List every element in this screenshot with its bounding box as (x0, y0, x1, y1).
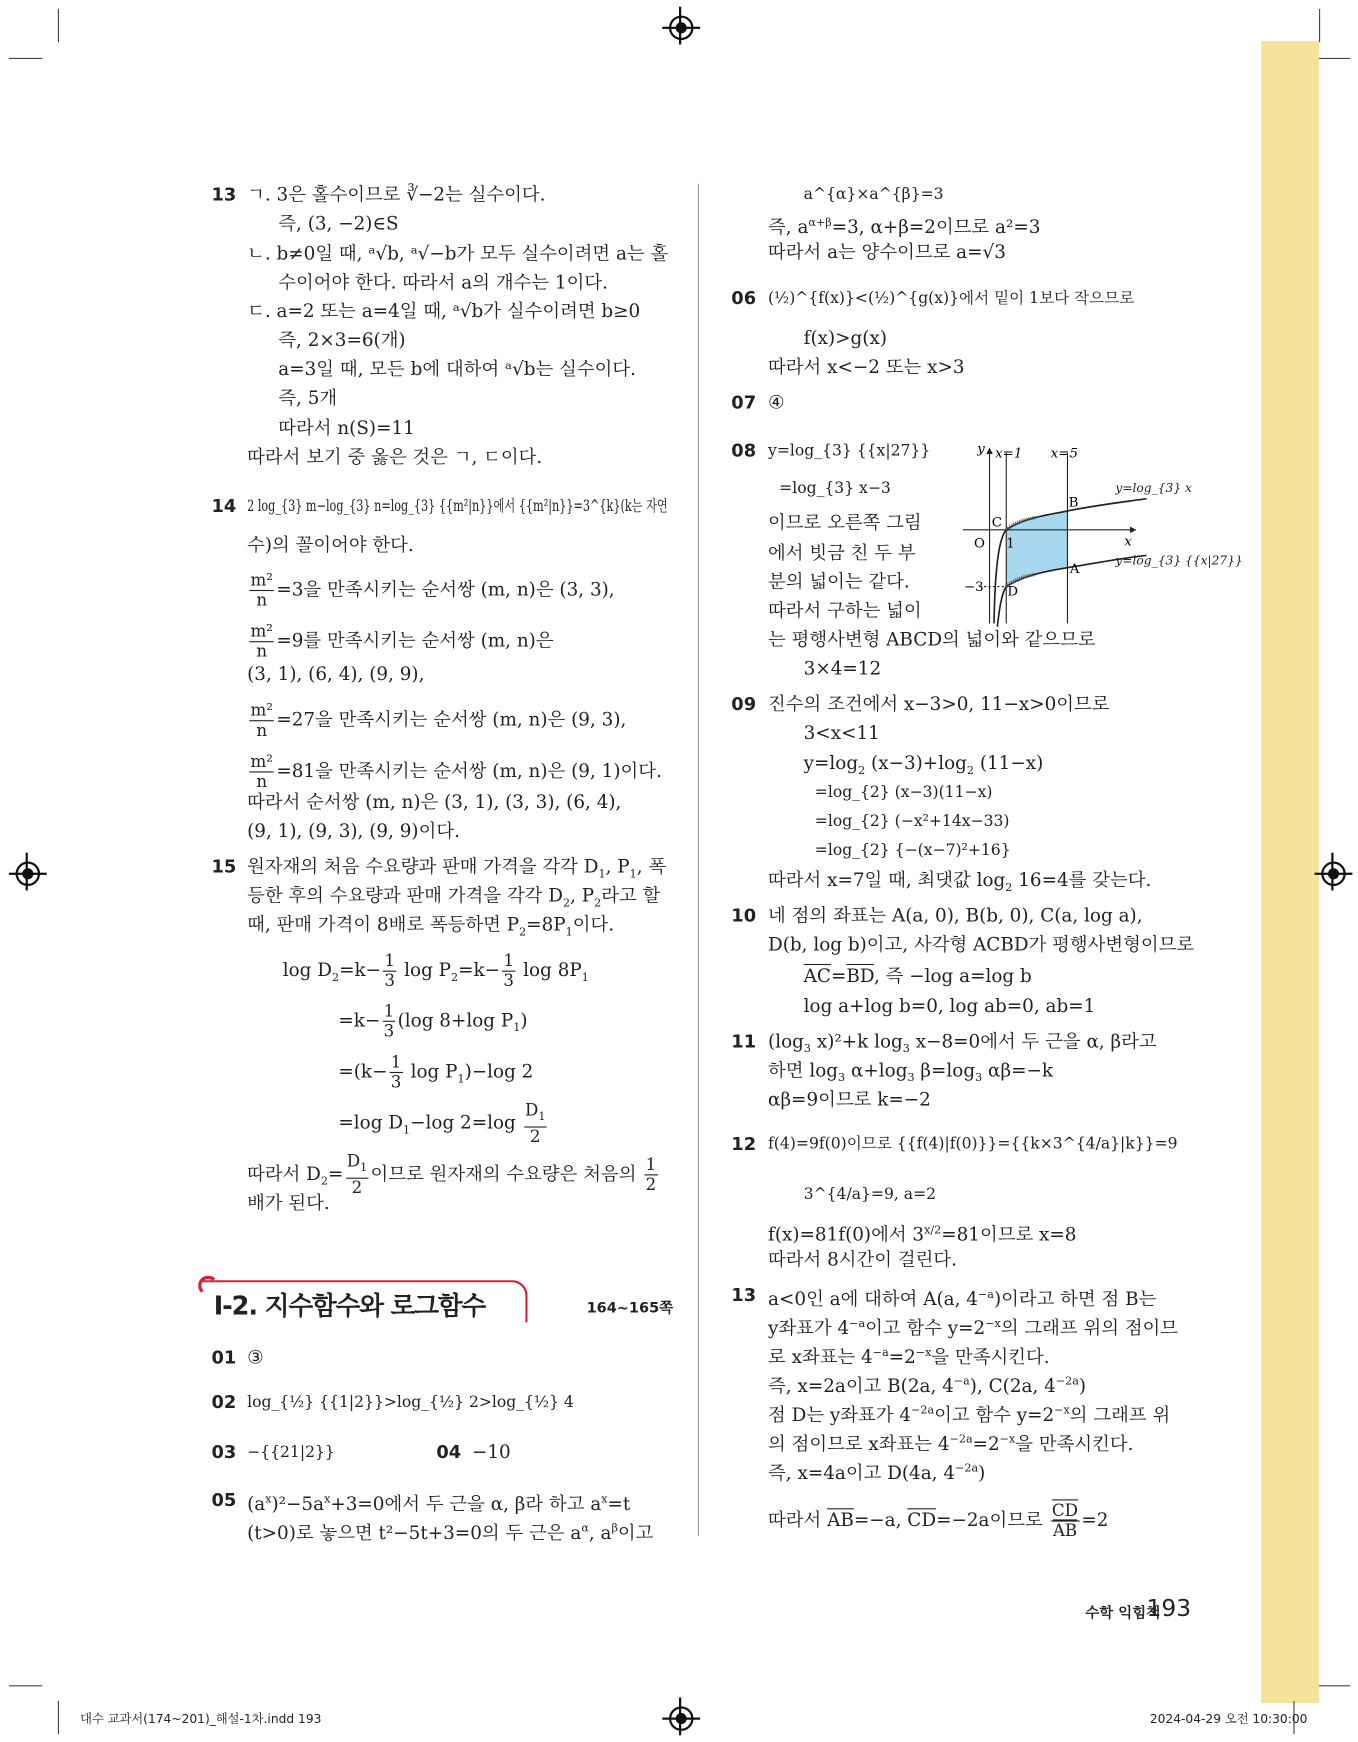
y-axis-label: y (977, 442, 985, 458)
solution-line: 2 log_{3} m−log_{3} n=log_{3} {{m²|n}}에서 {{m²|n}}=3^{k}(k는 자연 (247, 497, 668, 516)
solution-line: 분의 넓이는 같다. (768, 571, 910, 593)
point-d-label: D (1007, 584, 1019, 600)
solution-line: $\frac{\text{m²}}{n}$ =27을 만족시키는 순서쌍 (m, n)은 (9, 3), (250, 700, 627, 741)
solution-line: 즉, 5개 (278, 387, 338, 409)
solution-line: ㄴ. b≠0일 때, ᵃ√b, ᵃ√−b가 모두 실수이려면 a는 홀 (247, 242, 669, 264)
solution-line: 따라서 n(S)=11 (278, 417, 415, 439)
solution-line: D(b, log b)이고, 사각형 ACBD가 평행사변형이므로 (768, 933, 1195, 956)
section-page-range: 164~165쪽 (586, 1300, 674, 1317)
crop-mark (9, 1685, 42, 1686)
solution-line: 로 x좌표는 $4^{-a}=2^{-x}$을 만족시킨다. (768, 1346, 1050, 1368)
solution-line: 하면 $\log_3 \alpha+\log_3$ $\beta=\log_3$ αβ=−k (768, 1059, 1053, 1085)
problem-number: 14 (211, 495, 237, 517)
problem-number: 03 (211, 1441, 237, 1463)
solution-line: $\frac{\text{m²}}{n}$ =9를 만족시키는 순서쌍 (m, n)은 (250, 621, 554, 662)
solution-line: 즉, x=4a이고 D(4a, $4^{-2a}$) (768, 1462, 986, 1484)
crop-mark (58, 1701, 59, 1734)
one-label: 1 (1006, 536, 1015, 552)
registration-mark-icon (669, 1706, 693, 1730)
solution-line: 따라서 x<−2 또는 x>3 (768, 356, 965, 378)
point-a-label: A (1069, 562, 1080, 578)
solution-line: 는 평행사변형 ABCD의 넓이와 같으므로 (768, 628, 1096, 651)
problem-number: 08 (731, 439, 757, 461)
solution-line: 수)의 꼴이어야 한다. (247, 534, 414, 556)
section-title: Ⅰ-2. 지수함수와 로그함수 (213, 1292, 486, 1322)
solution-line: 네 점의 좌표는 A(a, 0), B(b, 0), C(a, log a), (768, 904, 1143, 927)
solution-line: a^{α}×a^{β}=3 (803, 185, 944, 204)
answer-text: −{{21|2}} (247, 1443, 335, 1462)
solution-line: 3×4=12 (803, 657, 882, 679)
solution-line: 의 점이므로 x좌표는 $4^{-2a}=2^{-x}$을 만족시킨다. (768, 1433, 1134, 1455)
solution-line: 즉, x=2a이고 B(2a, $4^{-a}$), C(2a, $4^{-2a}$) (768, 1375, 1087, 1397)
crop-mark (1319, 58, 1350, 59)
problem-number: 10 (731, 904, 757, 927)
curve-log3x27-label: y=log_{3} {{x|27}} (1115, 553, 1243, 568)
solution-line: 3<x<11 (803, 722, 880, 744)
solution-line: $\overline{AC}=\overline{BD}$, 즉 −log a=log b (803, 965, 1032, 987)
registration-mark-line (1331, 853, 1333, 891)
problem-number: 09 (731, 693, 757, 715)
solution-line: ㄱ. 3은 홀수이므로 ∛−2는 실수이다. (247, 183, 546, 205)
book-title: 수학 익힘책 (1085, 1605, 1161, 1622)
solution-line: 수이어야 한다. 따라서 a의 개수는 1이다. (278, 271, 608, 293)
solution-line: 에서 빗금 친 두 부 (768, 542, 916, 564)
solution-line: 배가 된다. (247, 1192, 330, 1214)
solution-line: $\frac{\text{m²}}{n}$ =3을 만족시키는 순서쌍 (m, n)은 (3, 3), (250, 569, 615, 610)
solution-line: 따라서 구하는 넓이 (768, 599, 922, 622)
print-timestamp: 2024-04-29 오전 10:30:00 (1149, 1711, 1308, 1727)
solution-line: =log_{3} x−3 (779, 479, 891, 498)
solution-line: 진수의 조건에서 x−3>0, 11−x>0이므로 (768, 693, 1110, 715)
origin-label: O (973, 536, 985, 552)
solution-line: =k− $\frac{1}{3}$ (log 8+log $P_1$) (338, 1000, 528, 1041)
registration-mark-icon (16, 862, 40, 886)
answer-text: −10 (471, 1441, 511, 1463)
solution-line: ($\log_3$ x)²+k $\log_3 x-8=0$에서 두 근을 α, β라고 (768, 1030, 1157, 1056)
registration-mark-icon (1321, 862, 1345, 886)
page-number: 193 (1146, 1595, 1192, 1622)
solution-line: 따라서 a는 양수이므로 a=√3 (768, 241, 1006, 263)
line-x1-label: x=1 (995, 446, 1023, 462)
solution-line: f(4)=9f(0)이므로 {{f(4)|f(0)}}={{k×3^{4/a}|k}}=9 (768, 1135, 1178, 1154)
registration-mark-icon (669, 16, 693, 40)
problem-number: 12 (731, 1133, 757, 1155)
problem-number: 13 (731, 1284, 757, 1306)
problem-number: 06 (731, 287, 757, 309)
crop-mark (1319, 1685, 1350, 1686)
solution-line: 따라서 순서쌍 (m, n)은 (3, 1), (3, 3), (6, 4), (247, 791, 622, 813)
solution-line: $y=\log_2$ $(x-3)+\log_2$ (11−x) (803, 752, 1044, 778)
line-x5-label: x=5 (1050, 446, 1078, 462)
solution-line: αβ=9이므로 k=−2 (768, 1088, 931, 1110)
problem-number: 15 (211, 855, 237, 878)
solution-line: =(k− $\frac{1}{3}$ $\log P_1)-\log$ 2 (338, 1051, 534, 1092)
solution-line: $\log D_2=k-$ $\frac{1}{3}$ $\log P_2=k-$ $\frac{1}{3}$ $\log 8P_1$ (282, 950, 589, 991)
problem-number: 01 (211, 1346, 237, 1368)
solution-line: 따라서 x=7일 때, 최댓값 $\log_2 16=4$를 갖는다. (768, 869, 1152, 895)
problem-number: 07 (731, 391, 757, 413)
solution-line: =log_{2} (x−3)(11−x) (814, 783, 993, 802)
crop-mark (1319, 9, 1320, 42)
answer-text: log_{½} {{1|2}}>log_{½} 2>log_{½} 4 (247, 1393, 574, 1412)
solution-line: 따라서 보기 중 옳은 것은 ㄱ, ㄷ이다. (247, 446, 543, 468)
solution-line: a<0인 a에 대하여 A(a, $4^{-a}$)이라고 하면 점 B는 (768, 1288, 1157, 1310)
solution-line: 3^{4/a}=9, a=2 (803, 1185, 937, 1204)
solution-line: 때, 판매 가격이 8배로 폭등하면 $P_2=8P_1$이다. (247, 913, 615, 939)
registration-mark-line (679, 1697, 681, 1735)
problem-number: 02 (211, 1391, 237, 1413)
problem-number: 13 (211, 183, 237, 205)
solution-line: 이므로 오른쪽 그림 (768, 512, 922, 534)
crop-mark (58, 9, 59, 42)
solution-line: 등한 후의 수요량과 판매 가격을 각각 $D_2$, $P_2$라고 할 (247, 884, 661, 910)
solution-line: $\frac{\text{m²}}{n}$ =81을 만족시키는 순서쌍 (m, n)은 (9, 1)이다. (250, 751, 662, 792)
solution-line: y=log_{3} {{x|27}} (768, 441, 931, 460)
solution-line: ④ (768, 391, 785, 413)
solution-line: (½)^{f(x)}<(½)^{g(x)}에서 밑이 1보다 작으므로 (768, 289, 1135, 308)
answer-text: ③ (247, 1346, 264, 1368)
solution-line: 즉, $a^{\alpha+\beta}=3$, α+β=2이므로 a²=3 (768, 216, 1041, 238)
point-b-label: B (1068, 495, 1079, 511)
solution-line: 점 D는 y좌표가 $4^{-2a}$이고 함수 $y=2^{-x}$의 그래프 위 (768, 1404, 1171, 1426)
registration-mark-line (26, 853, 28, 891)
problem-number: 05 (211, 1489, 237, 1511)
problem-number: 11 (731, 1030, 757, 1052)
solution-line: =log_{2} {−(x−7)²+16} (814, 841, 1011, 860)
solution-line: 따라서 $D_2=$ $\frac{D_1}{2}$ 이므로 원자재의 수요량은 처음의 $\frac{1}{2}$ (247, 1150, 657, 1198)
problem-number: 04 (436, 1441, 462, 1463)
solution-line: =log $D_1-\log$ 2=log $\frac{D_1}{2}$ (338, 1099, 546, 1147)
solution-line: log a+log b=0, log ab=0, ab=1 (803, 995, 1096, 1017)
file-info: 대수 교과서(174~201)_해설-1차.indd 193 (80, 1711, 322, 1727)
solution-line: (9, 1), (9, 3), (9, 9)이다. (247, 820, 460, 842)
curve-log3x-label: y=log_{3} x (1115, 480, 1192, 496)
solution-line: $(a^x)^2-5a^x+3=0$에서 두 근을 α, β라 하고 $a^x=t$ (247, 1493, 631, 1515)
solution-line: 즉, 2×3=6(개) (278, 329, 406, 351)
crop-mark (9, 58, 42, 59)
solution-line: ㄷ. a=2 또는 a=4일 때, ᵃ√b가 실수이려면 b≥0 (247, 300, 641, 322)
solution-line: 따라서 $\overline{AB}=-a$, $\overline{CD}=-2a$이므로 $\frac{\overline{CD}}{AB}$ =2 (768, 1500, 1109, 1541)
solution-line: 따라서 8시간이 걸린다. (768, 1248, 957, 1271)
solution-line: 원자재의 처음 수요량과 판매 가격을 각각 $D_1$, $P_1$, 폭 (247, 855, 667, 881)
solution-line: f(x)=81f(0)에서 $3^{x/2}=81$이므로 x=8 (768, 1223, 1077, 1246)
x-axis-label: x (1124, 534, 1132, 550)
solution-line: a=3일 때, 모든 b에 대하여 ᵃ√b는 실수이다. (278, 358, 636, 380)
page-edge-tab (1261, 41, 1319, 1703)
solution-line: f(x)>g(x) (803, 327, 887, 349)
solution-line: (t>0)로 놓으면 t²−5t+3=0의 두 근은 $a^\alpha$, $a^\beta$이고 (247, 1522, 654, 1544)
column-divider (698, 184, 699, 1536)
solution-line: 즉, (3, −2)∈S (278, 212, 399, 234)
registration-mark-line (679, 7, 681, 45)
solution-line: y좌표가 $4^{-a}$이고 함수 $y=2^{-x}$의 그래프 위의 점이므 (768, 1317, 1179, 1339)
log-graph-figure (957, 440, 1191, 629)
solution-line: =log_{2} (−x²+14x−33) (814, 812, 1010, 831)
minus3-label: −3 (963, 580, 984, 596)
point-c-label: C (991, 515, 1002, 531)
solution-line: (3, 1), (6, 4), (9, 9), (247, 663, 425, 685)
